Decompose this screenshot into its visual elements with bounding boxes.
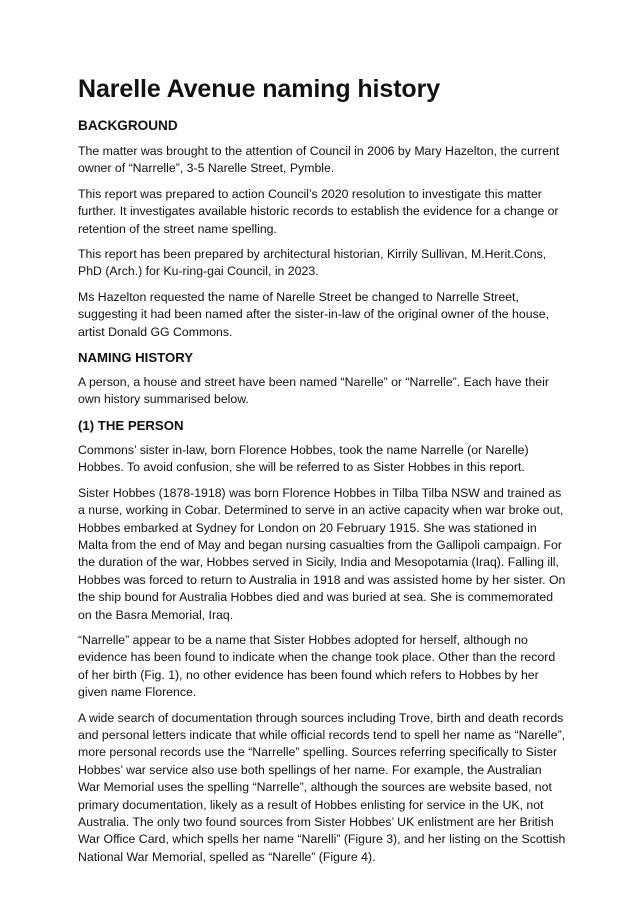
paragraph: The matter was brought to the attention of Council in 2006 by Mary Hazelton, the current owner of “Narrelle”, 3-5 Narelle Street, Pymble. (78, 144, 560, 176)
paragraph: Ms Hazelton requested the name of Narelle Street be changed to Narrelle Street, suggesting it had been named after the sister-in-law of the original owner of the house, artist Donald GG Commons. (78, 289, 549, 339)
paragraph: This report was prepared to action Council’s 2020 resolution to investigate this matter further. It investigates available historic records to establish the evidence for a change or retention of the street name spelling. (78, 186, 559, 236)
paragraph: A person, a house and street have been named “Narelle” or “Narrelle”. Each have their own history summarised below. (78, 375, 549, 407)
paragraph: A wide search of documentation through sources including Trove, birth and death records and personal letters indicate that while official records tend to spell her name as “Narelle”, more personal records use the “Narrelle” spelling. Sources referring specifically to Sister Hobbes’ war service also use both spellings of her name. For example, the Australian War Memorial uses the spelling “Narrelle”, although the sources are website based, not primary documentation, likely as a result of Hobbes enlisting for service in the UK, not Australia. The only two found sources from Sister Hobbes’ UK enlistment are her British War Office Card, which spells her name “Narelli” (Figure 3), and her listing on the Scottish National War Memorial, spelled as “Narelle” (Figure 4). (78, 710, 566, 864)
paragraph: This report has been prepared by architectural historian, Kirrily Sullivan, M.Herit.Cons, PhD (Arch.) for Ku-ring-gai Council, in 2023. (78, 247, 547, 279)
paragraph: Commons’ sister in-law, born Florence Hobbes, took the name Narrelle (or Narelle) Hobbes. To avoid confusion, she will be referred to as Sister Hobbes in this report. (78, 442, 529, 475)
paragraph: “Narrelle” appear to be a name that Sister Hobbes adopted for herself, although no evidence has been found to indicate when the change took place. Other than the record of her birth (Fig. 1), no other evidence has been found which refers to Hobbes by her given name Florence. (78, 632, 556, 700)
paragraph: Sister Hobbes (1878-1918) was born Florence Hobbes in Tilba Tilba NSW and trained as a nurse, working in Cobar. Determined to serve in an active capacity when war broke out, Hobbes embarked at Sydney for London on 20 February 1915. She was stationed in Malta from the end of May and began nursing casualties from the Gallipoli campaign. For the duration of the war, Hobbes served in Sicily, India and Mesopotamia (Iraq). Falling ill, Hobbes was forced to return to Australia in 1918 and was assisted home by her sister. On the ship bound for Australia Hobbes died and was buried at sea. She is commemorated on the Basra Memorial, Iraq. (78, 485, 566, 622)
section-heading-background: BACKGROUND (78, 118, 178, 133)
section-heading-the-person: (1) THE PERSON (78, 417, 184, 433)
section-heading-naming-history: NAMING HISTORY (78, 350, 194, 366)
page-title: Narelle Avenue naming history (78, 75, 441, 103)
